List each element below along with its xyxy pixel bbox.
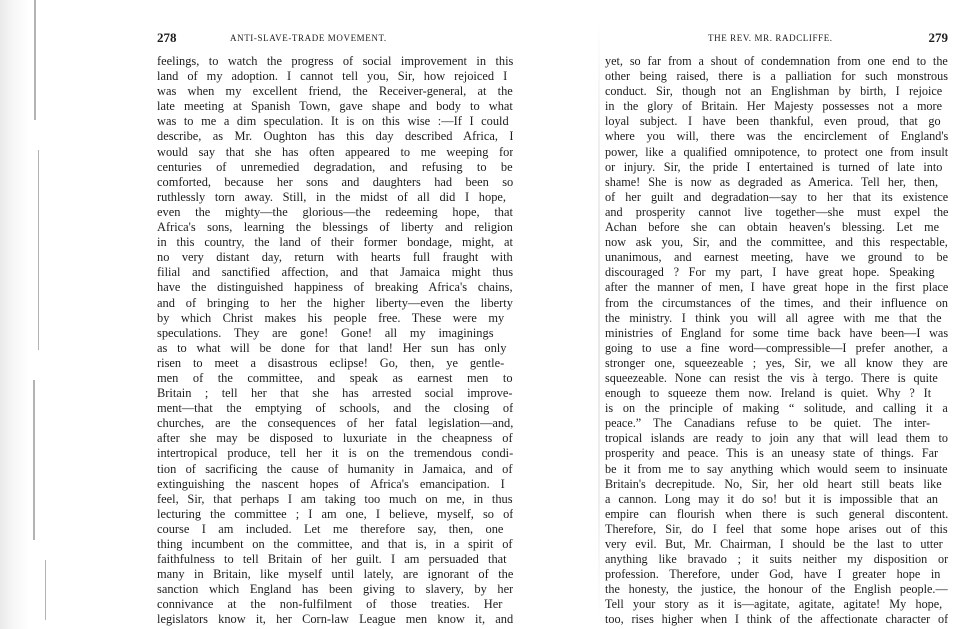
- text-line: stronger one, squeezeable ; yes, Sir, we all know they are: [605, 355, 948, 370]
- text-line: ment—that the emptying of schools, and the closing of: [157, 401, 513, 416]
- text-line: describe, as Mr. Oughton has this day described Africa, I: [157, 129, 513, 144]
- text-line: or injury. Sir, the pride I entertained is turned of late into: [605, 159, 943, 174]
- text-line: Therefore, Sir, do I feel that some hope arises out of this: [605, 521, 948, 536]
- text-line: Britain's decrepitude. No, Sir, her old heart still beats like: [605, 476, 942, 491]
- right-page-text: [605, 54, 948, 628]
- text-line: now ask you, Sir, and the committee, and this respectable,: [605, 235, 948, 250]
- text-line: centuries of unremedied degradation, and refusing to be: [157, 159, 513, 174]
- text-line: filial and sanctified affection, and that Jamaica might thus: [157, 265, 513, 280]
- text-line: Africa's sons, learning the blessings of liberty and religion: [157, 220, 513, 235]
- text-line: and prosperity cannot live together—she must expel the: [605, 204, 948, 219]
- left-running-head: ANTI-SLAVE-TRADE MOVEMENT.: [230, 33, 387, 43]
- text-line: conduct. Sir, though not an Englishman by birth, I rejoice: [605, 84, 943, 99]
- text-line: connivance at the non-fulfilment of those treaties. Her: [157, 597, 503, 612]
- text-line: men of the committee, and speak as earnest men to: [157, 370, 513, 385]
- text-line: a cannon. Long may it do so! but it is impossible that an: [605, 491, 938, 506]
- right-page-number: 279: [928, 30, 948, 45]
- text-line: the honesty, the justice, the honour of the English people.—: [605, 582, 948, 597]
- text-line: in the glory of Britain. Her Majesty possesses not a more: [605, 99, 942, 114]
- text-line: ruthlessly torn away. Still, in the midst of all did I hope,: [157, 189, 506, 204]
- text-line: was to me a dim speculation. It is on this wise :—If I could: [157, 114, 509, 129]
- text-line: of her guilt and degradation—say to her that its existence: [605, 189, 948, 204]
- text-line: churches, are the consequences of her fatal legislation—and,: [157, 416, 513, 431]
- text-line: thing incumbent on the committee, and that is, in a spirit of: [157, 537, 513, 551]
- text-line: empire can flourish when there is such general discontent.: [605, 506, 948, 521]
- right-running-head: THE REV. MR. RADCLIFFE.: [708, 33, 833, 43]
- text-line: squeezeable. None can resist the vis à tergo. There is quite: [605, 370, 938, 385]
- text-line: Britain ; tell her that she has arrested social improve-: [157, 386, 513, 401]
- text-line: after the manner of men, I have great hope in the first place: [605, 280, 948, 295]
- text-line: sanction which England has been giving to slavery, by her: [157, 582, 513, 597]
- text-line: power, like a qualified omnipotence, to protect one from insult: [605, 144, 948, 159]
- text-line: lecturing the committee ; I am one, I believe, myself, so of: [157, 506, 513, 521]
- text-line: very evil. But, Mr. Chairman, I should be the last to utter: [605, 537, 943, 551]
- text-line: tion of sacrificing the cause of humanity in Jamaica, and of: [157, 461, 513, 476]
- text-line: tropical islands are ready to join any that will lead them to: [605, 431, 948, 446]
- left-page-text: [157, 54, 513, 628]
- text-line: anything like bravado ; it suits neither my disposition or: [605, 552, 948, 567]
- text-line: after she may be disposed to luxuriate in the cheapness of: [157, 431, 513, 446]
- text-line: feel, Sir, that perhaps I am taking too much on me, in thus: [157, 491, 513, 506]
- text-line: ministries of England for some time back have been—I was: [605, 325, 948, 340]
- text-line: even the mighty—the glorious—the redeeming hope, that: [157, 204, 513, 219]
- text-line: from the circumstances of the times, and their influence on: [605, 295, 948, 310]
- page-gutter: [598, 20, 600, 620]
- text-line: where you will, there was the encirclement of England's: [605, 129, 948, 144]
- left-page-header: [157, 30, 513, 46]
- text-line: intertropical produce, tell her it is on the tremendous condi-: [157, 446, 513, 461]
- text-line: have the distinguished happiness of breaking Africa's chains,: [157, 280, 513, 295]
- text-line: peace.” The Canadians refuse to be quiet. The inter-: [605, 416, 931, 431]
- text-line: extinguishing the nascent hopes of Africa's emancipation. I: [157, 476, 505, 491]
- text-line: the ministry. I think you will all agree with me that the: [605, 310, 942, 325]
- text-line: would say that she has often appeared to me weeping for: [157, 144, 513, 159]
- text-line: enough to squeeze them now. Ireland is quiet. Why ? It: [605, 386, 932, 401]
- text-line: and of bringing to her the higher liberty—even the liberty: [157, 295, 513, 310]
- text-line: in this country, the land of their former bondage, might, at: [157, 235, 513, 250]
- text-line: loyal subject. I have been thankful, even proud, that go: [605, 114, 941, 129]
- text-line: discouraged ? For my part, I have great hope. Speaking: [605, 265, 935, 280]
- text-line: course I am included. Let me therefore say, then, one: [157, 521, 504, 536]
- text-line: faithfulness to tell Britain of her guilt. I am persuaded that: [157, 552, 507, 567]
- text-line: other being raised, there is a palliation for such monstrous: [605, 69, 948, 84]
- text-line: many in Britain, like myself until lately, are ignorant of the: [157, 567, 513, 582]
- left-page-number: 278: [157, 30, 177, 45]
- text-line: Tell your story as it is—agitate, agitate, agitate! My hope,: [605, 597, 943, 612]
- text-line: feelings, to watch the progress of social improvement in this: [157, 54, 513, 68]
- book-spine-edge: [0, 0, 60, 629]
- text-line: speculations. They are gone! Gone! all my imaginings: [157, 325, 494, 340]
- text-line: too, rises higher when I think of the affectionate character of: [605, 612, 948, 627]
- text-line: Achan before she can obtain heaven's blessing. Let me: [605, 220, 940, 235]
- text-line: as to what will be done for that land! Her sun has only: [157, 340, 507, 355]
- text-line: legislators know it, her Corn-law League men know it, and: [157, 612, 513, 627]
- right-page-header: [605, 30, 948, 46]
- text-line: yet, so far from a shout of condemnation from one end to the: [605, 54, 948, 68]
- text-line: was when my excellent friend, the Receiver-general, at the: [157, 84, 513, 99]
- text-line: land of my adoption. I cannot tell you, Sir, how rejoiced I: [157, 69, 508, 84]
- text-line: no very distant day, return with hearts full fraught with: [157, 250, 513, 265]
- text-line: is on the principle of making “ solitude, and calling it a: [605, 401, 948, 416]
- text-line: comforted, because her sons and daughters had been so: [157, 174, 513, 189]
- text-line: prosperity and peace. This is an uneasy state of things. Far: [605, 446, 939, 461]
- text-line: risen to meet a disastrous eclipse! Go, then, ye gentle-: [157, 355, 505, 370]
- text-line: shame! She is now as degraded as America. Tell her, then,: [605, 174, 939, 189]
- text-line: be it from me to say anything which would seem to insinuate: [605, 461, 948, 476]
- text-line: late meeting at Spanish Town, gave shape and body to what: [157, 99, 513, 114]
- text-line: going to use a fine word—compressible—I prefer another, a: [605, 340, 948, 355]
- text-line: by which Christ makes his people free. These were my: [157, 310, 505, 325]
- text-line: unanimous, and earnest meeting, have we ground to be: [605, 250, 948, 265]
- text-line: profession. Therefore, under God, have I greater hope in: [605, 567, 941, 582]
